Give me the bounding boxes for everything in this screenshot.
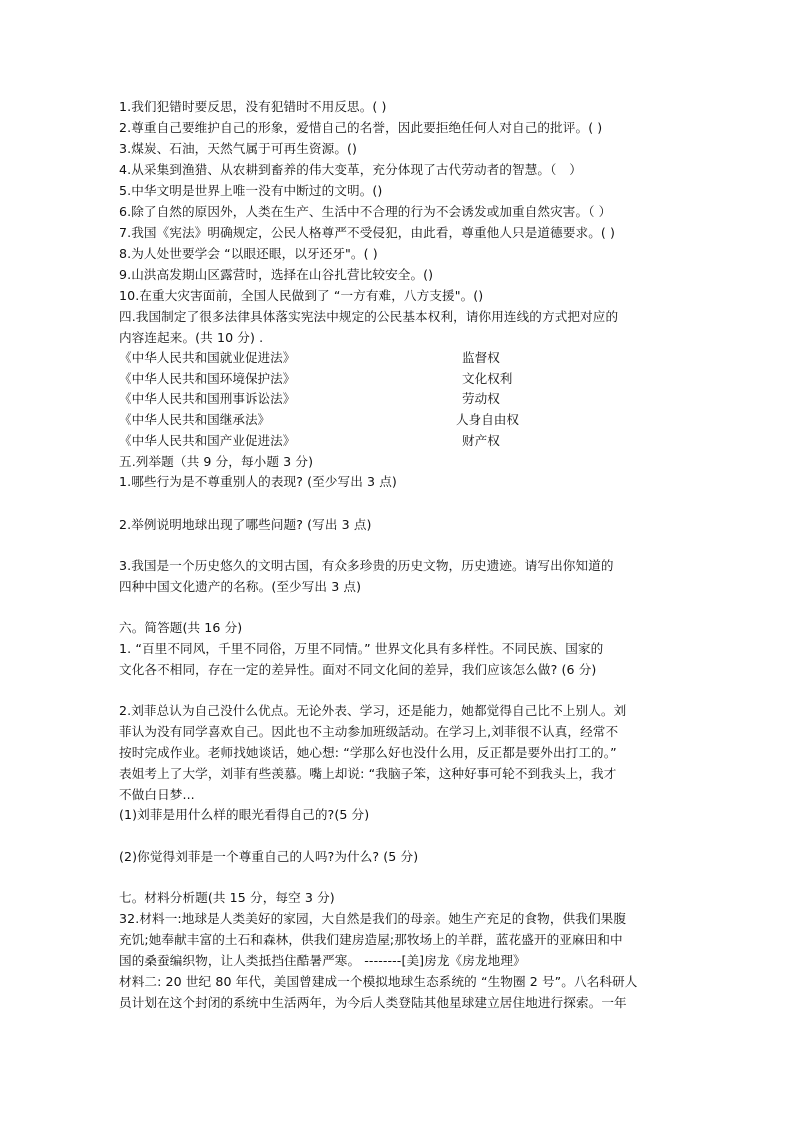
right-item-5: 财产权 bbox=[462, 433, 500, 448]
section6-heading: 六。简答题(共 16 分) bbox=[119, 620, 243, 635]
section6-subquestion-2: (2)你觉得刘菲是一个尊重自己的人吗?为什么? (5 分) bbox=[119, 849, 419, 864]
section6-question-2-line2: 菲认为没有同学喜欢自己。因此也不主动参加班级話动。在学习上,刘菲很不认真，经常不 bbox=[119, 724, 619, 739]
section6-question-1-line2: 文化各不相同，存在一定的差异性。面对不同文化间的差异，我们应该怎么做? (6 分) bbox=[119, 662, 597, 677]
material-2-line2: 员计划在这个封闭的系统中生活两年，为今后人类登陆其他星球建立居住地进行探索。一年 bbox=[119, 995, 627, 1010]
judgement-item-9: 9.山洪高发期山区露营时，选择在山谷扎营比较安全。() bbox=[119, 267, 434, 282]
section6-question-2-line5: 不做白日梦... bbox=[119, 787, 195, 802]
law-item-1: 《中华人民共和国就业促进法》 bbox=[119, 350, 296, 365]
section5-question-3-line1: 3.我国是一个历史悠久的文明古国，有众多珍贵的历史文物，历史遗迹。请写出你知道的 bbox=[119, 558, 614, 573]
judgement-item-3: 3.煤炭、石油，天然气属于可再生资源。() bbox=[119, 141, 358, 156]
law-item-2: 《中华人民共和国环境保护法》 bbox=[119, 371, 296, 386]
section6-question-2-line3: 按时完成作业。老师找她谈话，她心想: “学那么好也没什么用，反正都是要外出打工的。” bbox=[119, 745, 617, 760]
material-1-line1: 32.材料一:地球是人类美好的家园，大自然是我们的母亲。她生产充足的食物，供我们果腹 bbox=[119, 911, 627, 926]
right-item-3: 劳动权 bbox=[462, 391, 500, 406]
section4-heading-line1: 四.我国制定了很多法律具体落实宪法中规定的公民基本权利，请你用连线的方式把对应的 bbox=[119, 309, 619, 324]
material-1-line3: 国的桑蚕编织物，让人类抵挡住酷暑严寒。 --------[美]房龙《房龙地理》 bbox=[119, 953, 526, 968]
section6-question-2-line1: 2.刘菲总认为自己没什么优点。无论外表、学习，还是能力，她都觉得自己比不上别人。刘 bbox=[119, 703, 627, 718]
judgement-item-10: 10.在重大灾害面前，全国人民做到了 “一方有难，八方支援"。() bbox=[119, 288, 484, 303]
right-item-4: 人身自由权 bbox=[456, 412, 519, 427]
section4-heading-line2: 内容连起来。(共 10 分) . bbox=[119, 330, 264, 345]
section6-question-2-line4: 表姐考上了大学，刘菲有些羡慕。嘴上却说: “我脑子笨，这种好事可轮不到我头上，我才 bbox=[119, 766, 617, 781]
right-item-2: 文化权利 bbox=[462, 371, 513, 386]
judgement-item-5: 5.中华文明是世界上唯一没有中断过的文明。() bbox=[119, 183, 383, 198]
judgement-item-6: 6.除了自然的原因外，人类在生产、生活中不合理的行为不会诱发或加重自然灾害。（ ） bbox=[119, 204, 612, 219]
section6-subquestion-1: (1)刘菲是用什么样的眼光看得自己的?(5 分) bbox=[119, 807, 370, 822]
judgement-item-1: 1.我们犯错时要反思，没有犯错时不用反思。( ) bbox=[119, 99, 387, 114]
section5-question-2: 2.举例说明地球出现了哪些问题? (写出 3 点) bbox=[119, 517, 372, 532]
judgement-item-2: 2.尊重自己要维护自己的形象，爱惜自己的名誉，因此要拒绝任何人对自己的批评。( ) bbox=[119, 120, 603, 135]
judgement-item-7: 7.我国《宪法》明确规定，公民人格尊严不受侵犯，由此看，尊重他人只是道德要求。( ) bbox=[119, 225, 616, 240]
material-2-line1: 材料二: 20 世纪 80 年代，美国曾建成一个模拟地球生态系统的 “生物圈 2 号”。八名科研人 bbox=[119, 974, 638, 989]
judgement-item-4: 4.从采集到渔猎、从农耕到畜养的伟大变革，充分体现了古代劳动者的智慧。（ ） bbox=[119, 162, 582, 177]
right-item-1: 监督权 bbox=[462, 350, 500, 365]
section5-heading: 五.列举题（共 9 分，每小题 3 分) bbox=[119, 454, 314, 469]
material-1-line2: 充饥;她奉献丰富的土石和森林，供我们建房造屋;那牧场上的羊群，蓝花盛开的亚麻田和中 bbox=[119, 932, 623, 947]
section6-question-1-line1: 1. “百里不同风，千里不同俗，万里不同情。” 世界文化具有多样性。不同民族、国家的 bbox=[119, 641, 604, 656]
law-item-3: 《中华人民共和国刑事诉讼法》 bbox=[119, 391, 296, 406]
judgement-item-8: 8.为人处世要学会 “以眼还眼，以牙还牙"。( ) bbox=[119, 246, 378, 261]
section5-question-3-line2: 四种中国文化遗产的名称。(至少写出 3 点) bbox=[119, 579, 362, 594]
section5-question-1: 1.哪些行为是不尊重别人的表现? (至少写出 3 点) bbox=[119, 474, 397, 489]
law-item-4: 《中华人民共和国继承法》 bbox=[119, 412, 271, 427]
section7-heading: 七。材料分析题(共 15 分，每空 3 分) bbox=[119, 890, 335, 905]
law-item-5: 《中华人民共和国产业促进法》 bbox=[119, 433, 296, 448]
